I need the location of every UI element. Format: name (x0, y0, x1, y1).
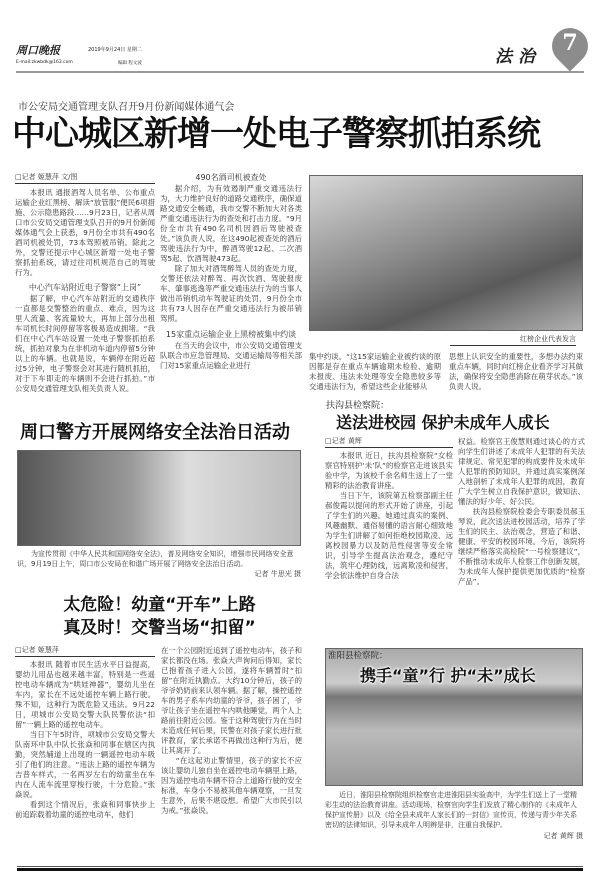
lead-paragraph: 集中约谈。“这15家运输企业被约谈的原因都是存在重点车辆逾期未检验、逾期未报废、违法未处理等安全隐患较多等交通违法行为，希望这些企业能够从 (309, 352, 441, 391)
lead-subhead: 中心汽车站附近电子警察“上岗” (28, 283, 142, 292)
cyber-caption: 为宣传贯彻《中华人民共和国网络安全法》，普及网络安全知识，增强市民网络安全意识，9月19日上午，周口市公安局在和谐广场开展了网络安全法治日活动。 (17, 550, 294, 568)
lead-byline: □记者 姬慧萍 文/图 (15, 172, 155, 184)
lead-subhead: 490名酒司机被查处 (195, 173, 267, 182)
toddler-headline-line2: 真及时！交警当场“扣留” (63, 618, 256, 638)
lead-paragraph: 思想上认识安全的重要性，多想办法约束重点车辆，同时向红榜企业看齐学习其做法，确保将安全隐患消除在萌芽状态。”该负责人说。 (449, 352, 583, 391)
toddler-paragraph: 本报讯 随着市民生活水平日益提高，婴幼儿用品也越来越丰富，特别是一些遥控电动车辆成为“哄娃神器”，婴幼儿坐在车内，家长在不远处遥控车辆上路行驶。殊不知，这种行为既危险又违法。9月22日，项城市公安局交警大队民警依法“扣留”一辆上路的遥控电动车。 (15, 660, 155, 729)
toddler-paragraph: 在一个公园附近追到了遥控电动车，孩子和家长都没在场。张焱大声询问后得知，家长已抱着孩子进入公园，遂将车辆暂时“扣留”在附近执勤点。大约10分钟后，孩子的爷爷奶奶前来认领车辆。据了解，操控遥控车的男子系车内幼童的爷爷，孩子困了，爷爷让孩子坐在遥控车内哄他睡觉，两个人上路前往附近公园。鉴于这种驾驶行为在当时未造成任何后果，民警在对孩子家长进行批评教育，家长承诺不再做出这种行为后，便让其离开了。 (161, 646, 302, 755)
lead-headline: 中心城区新增一处电子警察抓拍系统 (12, 114, 540, 154)
lead-column-2 (160, 172, 302, 371)
fugou-headline: 送法进校园 保护未成年人成长 (336, 413, 550, 432)
fugou-paragraph: 当日下午，该院第五检察部副主任郝俊霞以提问的形式开始了讲座，引起了学生们的兴趣。她通过真实的案例、风趣幽默、通俗易懂的语言耐心细致地为学生们讲解了如何拒绝校园欺凌、远离校园暴力以及防范性侵害等安全常识，引导学生提高法治观念，遵纪守法，筑牢心理防线，远离欺凌和侵害，学会依法维护自身合法 (325, 491, 453, 580)
lead-paragraph: 除了加大对酒驾醉驾人员的查处力度，交警还依法对醉驾、再次饮酒、驾驶报废车、肇事逃逸等严重交通违法行为的当事人做出吊销机动车驾驶证的处罚，9月份全市共有73人因存在严重交通违法行为被吊销驾照。 (160, 264, 302, 323)
cyber-headline: 周口警方开展网络安全法治日活动 (20, 422, 290, 443)
lead-column-1 (15, 172, 155, 394)
fugou-paragraph: 本报讯 近日，扶沟县检察院“女检察官特别护‘未’队”的检察官走进该县实验中学，为该校千余名师生送上了一堂精彩的法治教育讲座。 (325, 451, 453, 490)
lead-paragraph: 本报讯 通报酒驾人员名单、公布重点运输企业红黑榜、解读“放管服”便民6项措施、公示隐患路段……9月23日，记者从周口市公安局交通管理支队召开的9月份新闻媒体通气会上获悉，9月份全市共有490名酒司机被处罚，73本驾照被吊销。除此之外，交警还提示中心城区新增一处电子警察抓拍系统，请过往司机规范自己的驾驶行为。 (15, 188, 155, 277)
cyber-credit: 记者 牛思光 摄 (254, 570, 301, 578)
huaiyang-credit: 记者 黄辉 摄 (543, 832, 583, 840)
masthead-rule (16, 71, 584, 73)
newspaper-logo: 周口晚报 (16, 44, 60, 57)
editor: 编辑 程文波 (118, 61, 142, 66)
fugou-paragraph: 扶沟县检察院检委会专职委员郝玉琴说，此次送法进校园活动，培养了学生们的民主、法治观念，营造了和谐、健康、平安的校园环境。今后，该院将继续严格落实高检院“一号检察建议”，不断推动未成年人检察工作创新发展，为未成年人保护提供更加优质的“检察产品”。 (458, 507, 585, 586)
lead-subhead: 15家重点运输企业上黑榜被集中约谈 (165, 330, 297, 339)
photo-caption: 红榜企业代表发言 (450, 334, 576, 346)
fugou-paragraph: 权益。检察官王俊慧则通过谈心的方式向学生们讲述了未成年人犯罪的有关法律规定、常见犯罪的构成要件及未成年人犯罪的预防知识，并通过真实案例深入地剖析了未成年人犯罪的成因，教育广大学生树立自我保护意识，做知法、懂法的好少年、好公民。 (458, 437, 585, 506)
fugou-byline: □记者 黄辉 (325, 436, 453, 448)
masthead (0, 0, 600, 80)
toddler-headline-line1: 太危险！幼童“开车”上路 (63, 595, 256, 615)
huaiyang-caption: 近日，淮阳县检察院组织检察官走进淮阳县实验高中，为学生们送上了一堂精彩生动的法治教育讲座。活动现场，检察官向学生们发放了精心制作的《未成年人保护宣传册》以及《给全县未成年人家长们的一封信》宣传页，传递与青少年关系密切的法律知识，引导未成年人明辨是非，注重自我保护。 (325, 791, 577, 829)
huaiyang-org: 淮阳县检察院： (328, 651, 388, 661)
issue-date: 2019年9月24日 星期二 (88, 47, 142, 53)
toddler-byline: □记者 姬慧萍 (15, 645, 155, 657)
lead-paragraph: 据了解，中心汽车站附近的交通秩序一直都是交警整治的重点、难点，因为这里人流量、客流量较大，再加上部分出租车司机长时间停留等客极易造成拥堵。“我们在中心汽车站设置一处电子警察抓拍系统，抓拍对象为在非机动车道内停留5分钟以上的车辆。也就是说，车辆停在附近超过5分钟，电子警察会对其进行随机抓拍，对于下车即走的车辆则不会进行抓拍。”市公安局交通管理支队相关负责人说。 (15, 294, 155, 393)
page-number: 7 (562, 30, 578, 56)
lead-kicker: 市公安局交通管理支队召开9月份新闻媒体通气会 (18, 102, 235, 113)
lead-paragraph: 在当天的会议中，市公安局交通管理支队联合市应急管理局、交通运输局等相关部门对15家重点运输企业进行 (160, 341, 302, 370)
lead-paragraph: 据介绍，为有效遏制严重交通违法行为，大力维护良好的道路交通秩序，确保道路交通安全畅通，我市交警不断加大对各类严重交通违法行为的查处和打击力度。“9月份全市共有490名司机因酒后驾驶被查处。”该负责人说，在这490起被查处的酒后驾驶违法行为中，醉酒驾驶12起、二次酒驾5起、饮酒驾驶473起。 (160, 184, 302, 263)
fugou-org: 扶沟县检察院： (326, 401, 390, 411)
section-title: 法治 (495, 47, 541, 67)
bottom-rule (17, 866, 583, 871)
huaiyang-headline: 携手“童”行 护“未”成长 (360, 666, 536, 685)
email: E-mail:zkwbdk@163.com (16, 60, 73, 65)
toddler-paragraph: “在这起劝止警情里，孩子的家长不应该让婴幼儿独自坐在遥控电动车辆里上路，因为遥控电动车辆不符合上道路行驶的安全标准，车身小不易被其他车辆观察，一旦发生意外，后果不堪设想。希望广大市民引以为戒。”张焱说。 (161, 756, 302, 815)
meeting-photo (309, 175, 583, 331)
toddler-paragraph: 当日下午5时许，项城市公安局交警大队南环中队中队长张焱和同事在辖区内执勤，突然辅道上出现的一辆遥控电动车吸引了他们的注意。“违法上路的遥控车辆为吉普车样式，一名两岁左右的幼童坐在车内在人流车流里穿梭行驶，十分危险。”张焱说。 (15, 730, 155, 799)
cyber-photo (17, 450, 301, 546)
toddler-paragraph: 看到这个情况后，张焱和同事快步上前追踪载着幼童的遥控电动车，他们 (15, 800, 155, 819)
